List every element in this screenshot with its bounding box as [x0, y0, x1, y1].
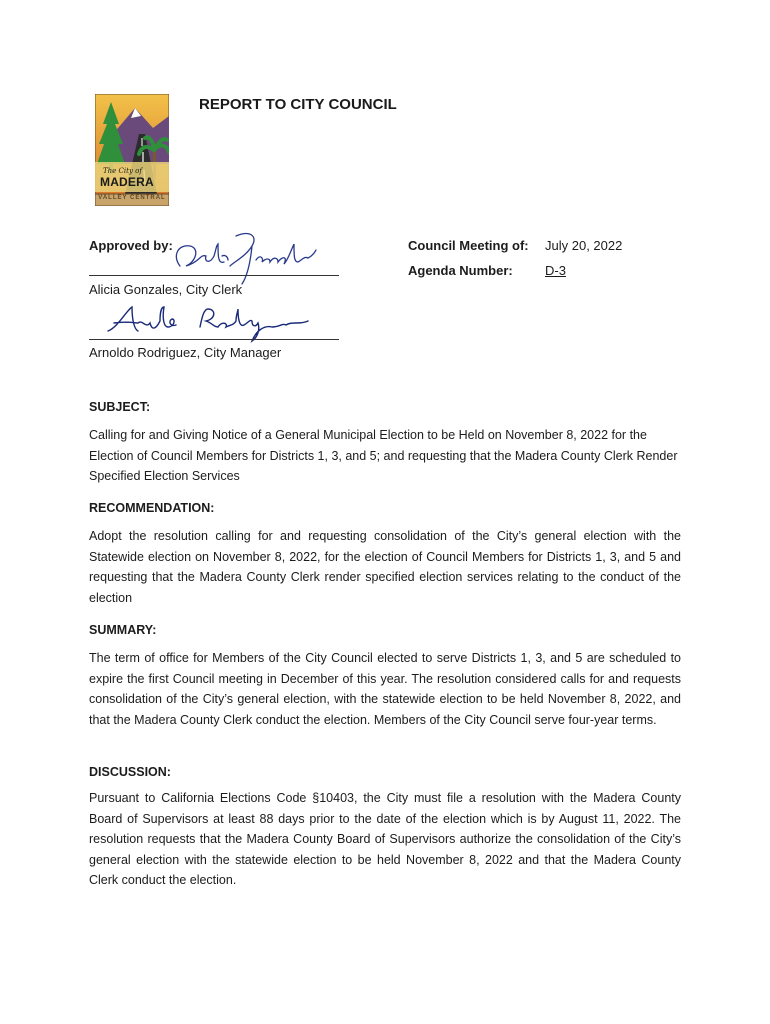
- city-of-madera-logo: [95, 94, 169, 206]
- clerk-signature-line: [89, 275, 339, 276]
- manager-signature-line: [89, 339, 339, 340]
- logo-valley-central-text: VALLEY CENTRAL: [98, 195, 166, 201]
- subject-body: Calling for and Giving Notice of a General Municipal Election to be Held on November 8, 2022 for the Election of Council Members for Districts 1, 3, and 5; and requesting that the Madera County Clerk Render Specified Election Services: [89, 428, 678, 483]
- summary-heading: SUMMARY:: [89, 623, 157, 637]
- agenda-number: D-3: [545, 263, 566, 278]
- council-meeting-date: July 20, 2022: [545, 238, 623, 253]
- discussion-body: Pursuant to California Elections Code §10403, the City must file a resolution with the Madera County Board of Supervisors at least 88 days prior to the date of the election which is by August 11, 2022. The resolution requests that the Madera County Board of Supervisors authorize the consolidation of the City’s general election with the statewide election to be held November 8, 2022 and that the Madera County Clerk conduct the election.: [89, 791, 681, 887]
- summary-body: The term of office for Members of the City Council elected to serve Districts 1, 3, and 5 are scheduled to expire the first Council meeting in December of this year. The resolution considered calls for and requests consolidation of the City’s general election, with the statewide election to be held November 8, 2022, and that the Madera County Clerk conduct the election. Members of the City Council serve four-year terms.: [89, 651, 681, 727]
- clerk-name: Alicia Gonzales, City Clerk: [89, 282, 243, 297]
- logo-madera-text: MADERA: [100, 175, 154, 189]
- clerk-signature: [166, 226, 326, 286]
- subject-heading: SUBJECT:: [89, 400, 151, 414]
- logo-city-text: The City of: [103, 167, 142, 175]
- logo-graphic: [95, 94, 169, 206]
- discussion-heading: DISCUSSION:: [89, 765, 171, 779]
- agenda-number-label: Agenda Number:: [408, 263, 513, 278]
- manager-name: Arnoldo Rodriguez, City Manager: [89, 345, 282, 360]
- approved-by-label: Approved by:: [89, 238, 173, 253]
- report-title: REPORT TO CITY COUNCIL: [199, 96, 397, 113]
- council-meeting-label: Council Meeting of:: [408, 238, 529, 253]
- recommendation-body: Adopt the resolution calling for and requesting consolidation of the City’s general election with the Statewide election on November 8, 2022, for the election of Council Members for Districts 1, 3, and 5 and requesting that the Madera County Clerk render specified election services relating to the conduct of the election: [89, 529, 681, 605]
- recommendation-heading: RECOMMENDATION:: [89, 501, 215, 515]
